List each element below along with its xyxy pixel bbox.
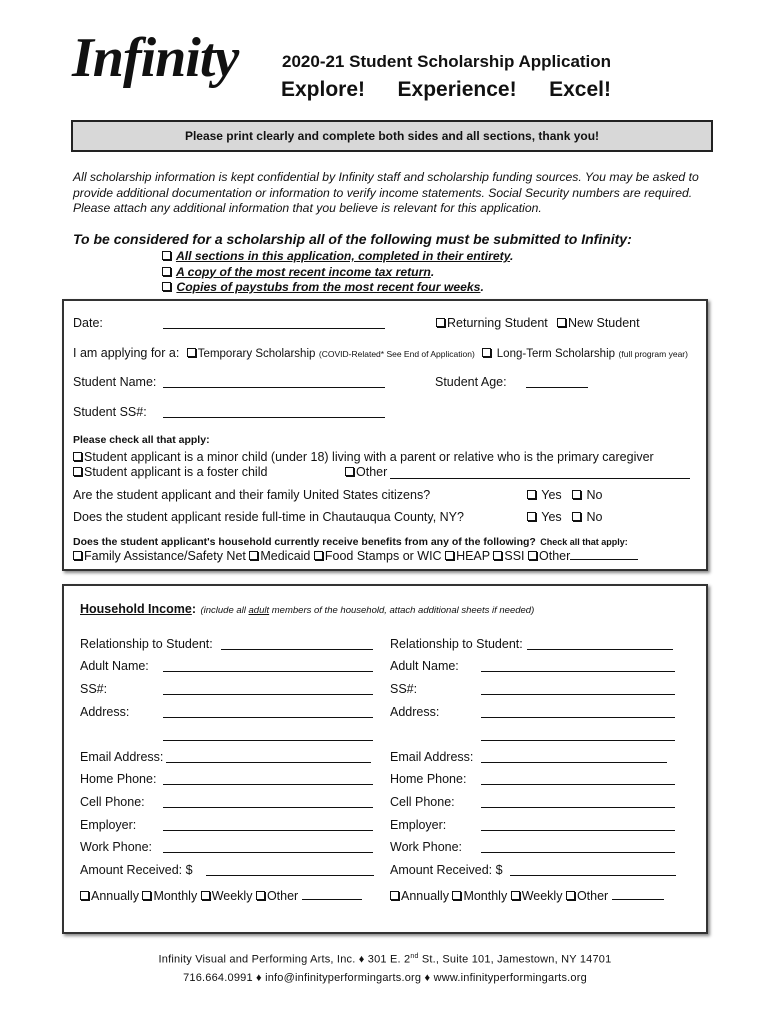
requirement-end: .	[480, 280, 484, 294]
new-option[interactable]	[557, 316, 640, 330]
checkbox[interactable]	[566, 891, 575, 900]
yes-label: Yes	[541, 488, 562, 502]
student-age-label: Student Age:	[435, 375, 507, 389]
student-age-field[interactable]	[526, 375, 588, 388]
foster-label: Student applicant is a foster child	[84, 465, 268, 479]
checkbox[interactable]	[572, 512, 581, 521]
requirement-text: All sections in this application, completed in their entirety	[175, 249, 511, 263]
checkbox[interactable]	[445, 551, 454, 560]
household-note-post: members of the household, attach additional sheets if needed)	[271, 605, 535, 616]
checkbox[interactable]	[482, 348, 491, 357]
benefit-label: Other	[539, 549, 571, 563]
freq-label: Annually	[401, 889, 449, 903]
footer-address-pre: Infinity Visual and Performing Arts, Inc. ♦ 301 E. 2	[158, 953, 411, 966]
amount-field[interactable]	[206, 863, 374, 876]
instructions-banner	[71, 120, 713, 152]
citizens-yes[interactable]	[527, 488, 562, 502]
benefit-label: HEAP	[456, 549, 490, 563]
household-title: Household Income	[80, 602, 192, 616]
household-note-adult: adult	[248, 605, 270, 616]
address-field-3[interactable]	[481, 705, 675, 718]
other-option[interactable]	[345, 465, 387, 479]
applying-row	[73, 346, 688, 360]
no-label: No	[586, 488, 603, 502]
address-label: Address:	[80, 705, 130, 719]
freq-other-field-2[interactable]	[612, 887, 664, 900]
checkbox[interactable]	[162, 282, 171, 291]
ss-field-2[interactable]	[481, 682, 675, 695]
checkbox[interactable]	[527, 512, 536, 521]
cell-phone-field[interactable]	[163, 795, 373, 808]
relationship-field[interactable]	[221, 637, 373, 650]
benefits-other-field[interactable]	[570, 547, 638, 560]
temp-note: (COVID-Related* See End of Application)	[318, 349, 475, 359]
intro-paragraph: All scholarship information is kept confidential by Infinity staff and scholarship funding sources. You may be asked to provide additional documentation or information to verify income statements. Social Security numbers are required. Please attach any additional information that you believe is relevant for this application.	[73, 170, 699, 215]
returning-label: Returning Student	[447, 316, 548, 330]
relationship-label: Relationship to Student:	[80, 637, 213, 651]
ss-field[interactable]	[163, 682, 373, 695]
work-phone-field[interactable]	[163, 840, 373, 853]
work-phone-label: Work Phone:	[80, 840, 153, 854]
tagline-experience: Experience!	[397, 78, 517, 101]
checkbox[interactable]	[187, 348, 196, 357]
checkbox[interactable]	[73, 452, 82, 461]
amount-field-2[interactable]	[510, 863, 676, 876]
checkbox[interactable]	[511, 891, 520, 900]
adult-name-label-2: Adult Name:	[390, 659, 459, 673]
citizens-question: Are the student applicant and their family United States citizens?	[73, 488, 431, 502]
household-note-pre: (include all	[200, 605, 246, 616]
ss-label-2: SS#:	[390, 682, 418, 696]
freq-label: Weekly	[211, 889, 253, 903]
other-label: Other	[356, 465, 388, 479]
address-field-4[interactable]	[481, 728, 675, 741]
footer-address-sup: nd	[410, 953, 419, 960]
tagline-excel: Excel!	[549, 78, 611, 101]
benefit-label: Family Assistance/Safety Net	[84, 549, 246, 563]
email-label-2: Email Address:	[390, 750, 474, 764]
checkbox[interactable]	[314, 551, 323, 560]
date-field[interactable]	[163, 316, 385, 329]
ss-label: SS#:	[80, 682, 108, 696]
infinity-logo: Infinity	[72, 27, 239, 89]
address-label-2: Address:	[390, 705, 440, 719]
cell-phone-label: Cell Phone:	[80, 795, 145, 809]
tagline-explore: Explore!	[281, 78, 366, 101]
page-title: 2020-21 Student Scholarship Application	[282, 52, 612, 71]
benefit-label: Medicaid	[260, 549, 311, 563]
longterm-label: Long-Term Scholarship	[496, 348, 616, 360]
citizens-no[interactable]	[572, 488, 602, 502]
freq-other-field[interactable]	[302, 887, 362, 900]
address-field[interactable]	[163, 705, 373, 718]
checkbox[interactable]	[436, 318, 445, 327]
requirement-end: .	[510, 249, 514, 263]
check-all-label: Please check all that apply:	[73, 434, 210, 446]
tagline	[281, 78, 611, 102]
frequency-options	[80, 887, 362, 903]
footer-address	[0, 948, 770, 969]
banner-text: Please print clearly and complete both sides and all sections, thank you!	[184, 129, 600, 143]
checkbox[interactable]	[345, 467, 354, 476]
employer-label: Employer:	[80, 818, 137, 832]
checkbox[interactable]	[256, 891, 265, 900]
home-phone-label: Home Phone:	[80, 772, 157, 786]
checkbox[interactable]	[493, 551, 502, 560]
requirements-heading: To be considered for a scholarship all of the following must be submitted to Infinity:	[73, 231, 632, 247]
freq-label: Other	[576, 889, 609, 903]
checkbox[interactable]	[142, 891, 151, 900]
county-no[interactable]	[572, 510, 602, 524]
checkbox[interactable]	[557, 318, 566, 327]
adult-name-field-2[interactable]	[481, 659, 675, 672]
address-field-2[interactable]	[163, 728, 373, 741]
county-question: Does the student applicant reside full-time in Chautauqua County, NY?	[73, 510, 464, 524]
checkbox[interactable]	[73, 551, 82, 560]
student-name-label: Student Name:	[73, 375, 157, 389]
freq-label: Other	[266, 889, 299, 903]
returning-option[interactable]	[436, 316, 548, 330]
amount-label-2: Amount Received: $	[390, 863, 503, 877]
household-header: Household Income: (include all adult members of the household, attach additional sheets if needed)	[80, 602, 535, 616]
minor-label: Student applicant is a minor child (under 18) living with a parent or relative who is the primary caregiver	[84, 450, 654, 464]
temp-label: Temporary Scholarship	[197, 348, 316, 360]
checkbox[interactable]	[528, 551, 537, 560]
home-phone-field[interactable]	[163, 772, 373, 785]
email-field-2[interactable]	[481, 750, 667, 763]
email-field[interactable]	[166, 750, 371, 763]
benefits-options	[73, 547, 638, 563]
minor-option[interactable]	[73, 450, 654, 464]
relationship-label-2: Relationship to Student:	[390, 637, 523, 651]
employer-field[interactable]	[163, 818, 373, 831]
requirement-text: A copy of the most recent income tax return	[175, 264, 431, 279]
freq-label: Monthly	[463, 889, 508, 903]
list-item	[162, 249, 513, 265]
freq-label: Weekly	[521, 889, 563, 903]
checkbox[interactable]	[452, 891, 461, 900]
checkbox[interactable]	[80, 891, 89, 900]
other-field[interactable]	[390, 466, 690, 479]
requirement-end: .	[430, 264, 435, 279]
student-name-field[interactable]	[163, 375, 385, 388]
checkbox[interactable]	[162, 251, 171, 260]
benefits-note: Check all that apply:	[540, 537, 628, 547]
list-item	[162, 265, 513, 281]
checkbox[interactable]	[201, 891, 210, 900]
student-ss-field[interactable]	[163, 405, 385, 418]
amount-label: Amount Received: $	[80, 863, 193, 877]
cell-phone-field-2[interactable]	[481, 795, 675, 808]
checkbox[interactable]	[572, 490, 581, 499]
checkbox[interactable]	[162, 267, 171, 276]
checkbox[interactable]	[249, 551, 258, 560]
benefit-label: Food Stamps or WIC	[324, 549, 442, 563]
checkbox[interactable]	[73, 467, 82, 476]
footer	[0, 948, 770, 987]
checkbox[interactable]	[527, 490, 536, 499]
no-label: No	[586, 510, 603, 524]
home-phone-label-2: Home Phone:	[390, 772, 467, 786]
home-phone-field-2[interactable]	[481, 772, 675, 785]
relationship-field-2[interactable]	[527, 637, 673, 650]
list-item	[162, 280, 513, 296]
applying-label: I am applying for a:	[73, 346, 180, 360]
benefit-label: SSI	[504, 549, 525, 563]
freq-label: Monthly	[153, 889, 198, 903]
cell-phone-label-2: Cell Phone:	[390, 795, 455, 809]
requirement-text: Copies of paystubs from the most recent four weeks	[176, 280, 481, 294]
county-yes[interactable]	[527, 510, 562, 524]
adult-name-field[interactable]	[163, 659, 373, 672]
work-phone-field-2[interactable]	[481, 840, 675, 853]
employer-field-2[interactable]	[481, 818, 675, 831]
longterm-note: (full program year)	[618, 349, 688, 359]
requirements-list	[162, 249, 513, 296]
student-ss-label: Student SS#:	[73, 405, 147, 419]
freq-label: Annually	[91, 889, 139, 903]
employer-label-2: Employer:	[390, 818, 447, 832]
foster-option[interactable]	[73, 465, 267, 479]
work-phone-label-2: Work Phone:	[390, 840, 463, 854]
checkbox[interactable]	[390, 891, 399, 900]
frequency-options-2	[390, 887, 664, 903]
date-label: Date:	[73, 316, 103, 330]
footer-contact: 716.664.0991 ♦ info@infinityperformingarts.org ♦ www.infinityperformingarts.org	[183, 971, 587, 984]
yes-label: Yes	[541, 510, 562, 524]
benefits-question-text: Does the student applicant's household currently receive benefits from any of the following?	[73, 536, 536, 548]
email-label: Email Address:	[80, 750, 164, 764]
new-label: New Student	[568, 316, 640, 330]
adult-name-label: Adult Name:	[80, 659, 149, 673]
footer-address-post: St., Suite 101, Jamestown, NY 14701	[418, 953, 612, 966]
